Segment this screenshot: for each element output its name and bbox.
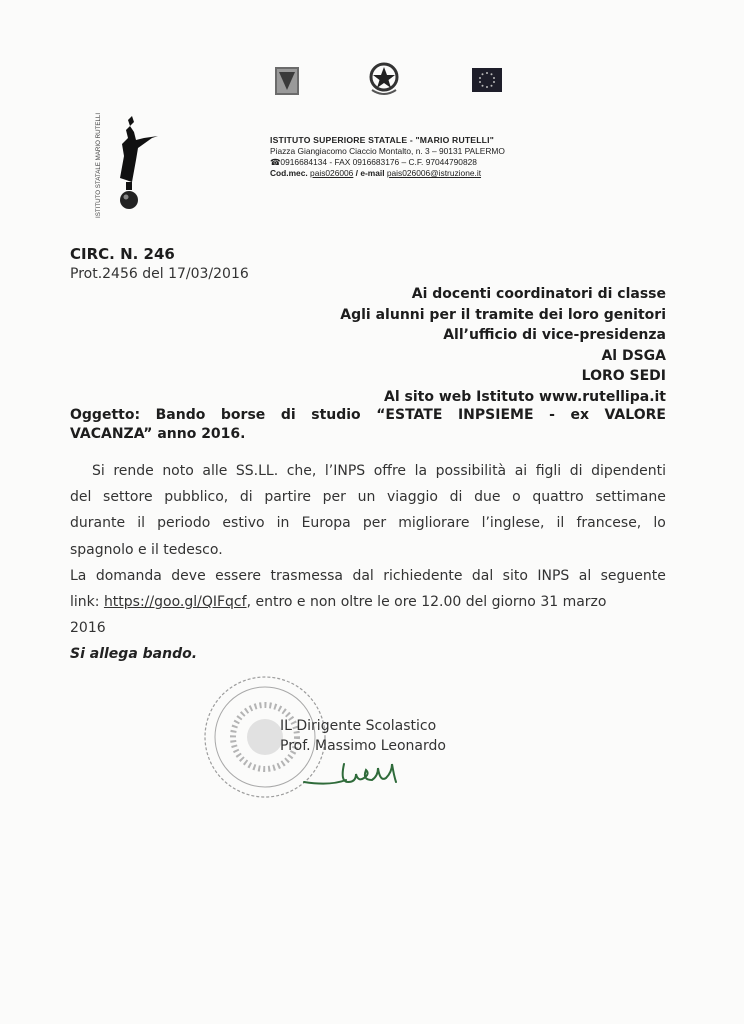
recipient-line: Agli alunni per il tramite dei loro genitori [340,306,666,323]
codmec-label: Cod.mec. [270,168,308,178]
word: settimane [595,489,666,506]
word: La [70,567,87,584]
recipient-line: LORO SEDI [581,368,666,385]
paragraph-line [70,458,666,484]
word: che, [286,463,317,479]
word: SS.LL. [235,463,279,479]
word: deve [171,567,206,584]
word: Si [92,463,105,479]
word: l’INPS [324,463,366,479]
deadline-text: , entro e non oltre le ore 12.00 del giorno 31 marzo [246,594,607,611]
email-link[interactable]: pais026006@istruzione.it [386,168,482,178]
word: dipendenti [591,463,666,479]
word: “ESTATE [376,407,443,423]
word: ai [514,463,528,479]
subject-line-2: VACANZA” anno 2016. [70,426,246,442]
word: figli [535,463,562,479]
word: di [569,463,583,479]
paragraph-line: 2016 [70,620,106,637]
word: dal [352,567,374,584]
institute-header [270,135,590,179]
word: durante [70,515,126,532]
email-label: / e-mail [353,168,387,178]
protocol-number: Prot.2456 del 17/03/2016 [70,266,249,282]
word: periodo [157,515,211,532]
handwritten-signature-icon [300,752,420,796]
word: o [512,489,521,506]
word: VALORE [604,407,666,423]
institute-name: ISTITUTO SUPERIORE STATALE - "MARIO RUTELLI" [270,135,494,145]
word: INPSIEME [457,407,534,423]
recipient-line: All’ufficio di vice-presidenza [443,327,666,344]
word: richiedente [383,567,463,584]
signatory-role: IL Dirigente Scolastico [280,718,437,734]
paragraph-line [70,510,666,536]
subject [70,406,666,444]
word: due [474,489,501,506]
word: Europa [301,515,351,532]
paragraph-line: spagnolo e il tedesco. [70,541,223,558]
word: il [137,515,145,532]
paragraph-line [70,484,666,510]
word: per [362,515,387,532]
attachment-note: Si allega bando. [70,646,198,663]
paragraph-line [70,589,666,615]
institute-address: Piazza Giangiacomo Ciaccio Montalto, n. 3 – 90131 PALERMO [270,146,505,156]
school-logo-icon [92,108,164,228]
svg-text:ISTITUTO STATALE MARIO RUTELLI: ISTITUTO STATALE MARIO RUTELLI [95,112,102,218]
word: un [357,489,376,506]
word: di [239,489,253,506]
word: settore [103,489,153,506]
word: seguente [600,567,666,584]
word: al [578,567,592,584]
institute-codes [270,168,590,179]
word: in [276,515,290,532]
word: - [549,407,555,423]
sicily-region-emblem-icon [274,66,300,96]
recipients-block [246,284,666,408]
codmec-link[interactable]: pais026006 [310,168,354,178]
word: rende [113,463,154,479]
paragraph-line [70,563,666,589]
european-union-flag-icon [472,68,502,92]
word: Oggetto: [70,407,141,423]
signatory-name: Prof. Massimo Leonardo [280,738,446,754]
word: noto [162,463,194,479]
institute-phone-fax: ☎0916684134 - FAX 0916683176 – C.F. 97044790828 [270,157,477,167]
subject-line-1 [70,406,666,425]
word: dal [471,567,494,584]
word: studio [311,407,361,423]
recipient-line: Al sito web Istituto www.rutellipa.it [384,388,666,405]
recipient-line: Al DSGA [601,347,666,364]
word: ex [570,407,589,423]
word: alle [202,463,228,479]
word: domanda [95,567,162,584]
inps-link[interactable]: https://goo.gl/QIFqcf [103,594,247,611]
word: di [280,407,296,423]
word: quattro [532,489,584,506]
recipient-line: Ai docenti coordinatori di classe [411,286,666,302]
italian-republic-emblem-icon [366,60,402,98]
word: l’inglese, [481,515,545,532]
signature-block [280,716,446,756]
word: essere [215,567,262,584]
word: di [449,489,463,506]
word: partire [264,489,312,506]
word: viaggio [387,489,438,506]
word: offre [373,463,407,479]
word: del [70,489,92,506]
word: INPS [537,567,570,584]
word: la [414,463,428,479]
word: il [556,515,565,532]
word: per [322,489,346,506]
link-label: link: [70,594,100,611]
word: francese, [576,515,642,532]
word: migliorare [398,515,470,532]
word: pubblico, [164,489,229,506]
circular-number: CIRC. N. 246 [70,245,175,263]
word: possibilità [435,463,507,479]
word: lo [653,515,666,532]
word: trasmessa [270,567,343,584]
word: estivo [222,515,265,532]
word: Bando [155,407,206,423]
word: sito [502,567,528,584]
body-text [70,458,666,668]
word: borse [220,407,266,423]
